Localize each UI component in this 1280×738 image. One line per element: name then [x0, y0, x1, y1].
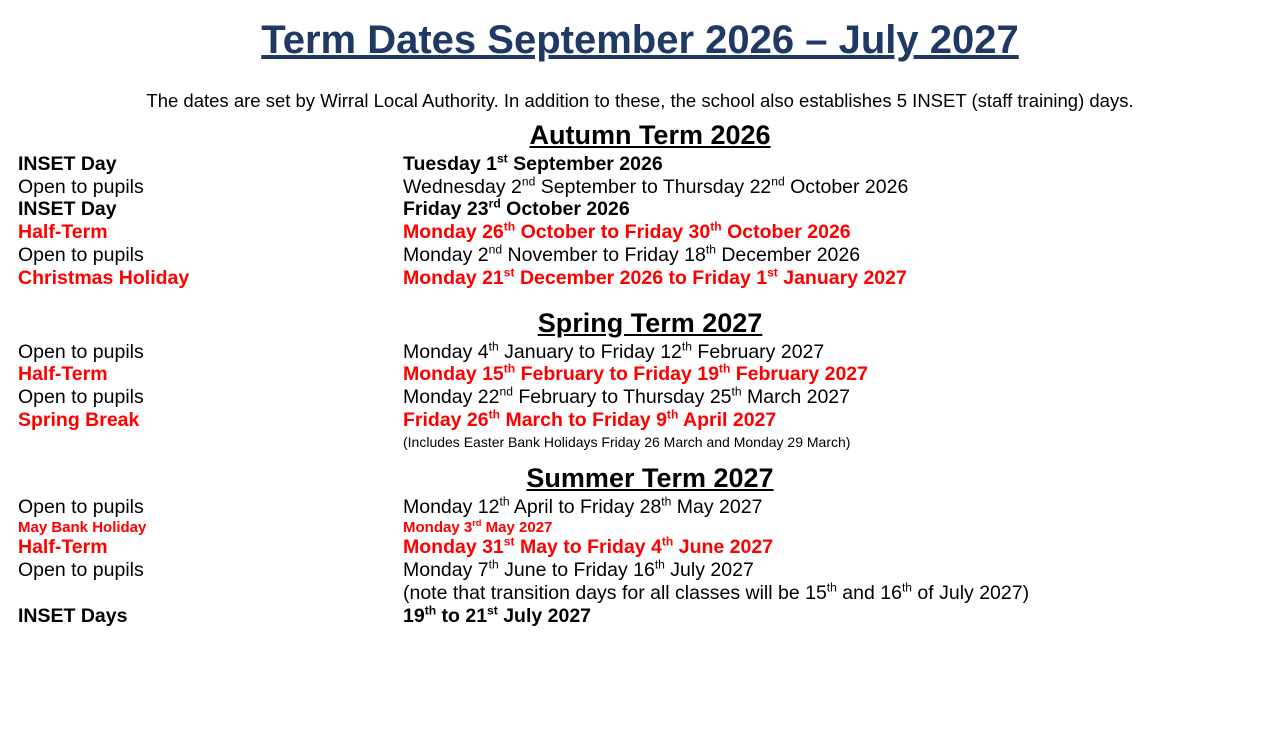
table-row	[0, 409, 1280, 432]
term-rows-summer	[0, 496, 1280, 628]
page-title: Term Dates September 2026 – July 2027	[261, 18, 1019, 62]
row-value: Tuesday 1st September 2026	[403, 151, 663, 175]
subtitle-text: The dates are set by Wirral Local Authority. In addition to these, the school also establishes 5 INSET (staff training) days.	[146, 89, 1134, 111]
row-value: Friday 26th March to Friday 9th April 2027	[403, 407, 777, 432]
row-label: Half-Term	[18, 363, 108, 386]
term-rows-autumn	[0, 153, 1280, 290]
row-label: Open to pupils	[18, 244, 144, 267]
row-value: Monday 3rd May 2027	[403, 517, 553, 536]
row-value: Monday 4th January to Friday 12th February 2027	[403, 339, 825, 363]
table-row	[0, 363, 1280, 386]
row-value: Monday 12th April to Friday 28th May 2027	[403, 494, 763, 518]
row-value: Monday 7th June to Friday 16th July 2027	[403, 557, 754, 581]
row-label: Open to pupils	[18, 175, 144, 198]
table-row	[0, 341, 1280, 364]
table-row	[0, 496, 1280, 519]
row-label: Half-Term	[18, 536, 108, 559]
row-value: Monday 21st December 2026 to Friday 1st January 2027	[403, 265, 907, 289]
table-row	[0, 198, 1280, 221]
row-label: Spring Break	[18, 409, 140, 432]
row-value: Wednesday 2nd September to Thursday 22nd October 2026	[403, 174, 909, 198]
row-value: Monday 26th October to Friday 30th October 2026	[403, 219, 851, 244]
table-row	[0, 267, 1280, 290]
row-label: Open to pupils	[18, 386, 144, 409]
row-label: INSET Days	[18, 604, 128, 627]
table-row	[0, 221, 1280, 244]
row-value: Monday 15th February to Friday 19th February 2027	[403, 361, 868, 386]
term-heading-autumn: Autumn Term 2026	[529, 119, 771, 150]
easter-bank-holiday-note: (Includes Easter Bank Holidays Friday 26 March and Monday 29 March)	[403, 433, 851, 450]
row-value: 19th to 21st July 2027	[403, 603, 592, 627]
transition-days-note: (note that transition days for all classes will be 15th and 16th of July 2027)	[403, 580, 1030, 604]
row-label: Half-Term	[18, 221, 108, 244]
table-row	[0, 605, 1280, 628]
table-row	[0, 386, 1280, 409]
row-label: May Bank Holiday	[18, 518, 147, 536]
row-label: Open to pupils	[18, 340, 144, 363]
table-row	[0, 244, 1280, 267]
row-label: INSET Day	[18, 198, 117, 221]
row-label: INSET Day	[18, 152, 117, 175]
table-row	[0, 153, 1280, 176]
row-label: Open to pupils	[18, 495, 144, 518]
term-heading-spring: Spring Term 2027	[537, 307, 763, 338]
row-value: Monday 2nd November to Friday 18th December 2026	[403, 242, 861, 267]
table-row	[0, 176, 1280, 199]
row-label: Christmas Holiday	[18, 266, 190, 289]
row-value: Friday 23rd October 2026	[403, 196, 630, 221]
row-value: Monday 31st May to Friday 4th June 2027	[403, 534, 774, 559]
term-rows-spring	[0, 341, 1280, 451]
term-dates-document	[0, 18, 1280, 738]
table-row	[0, 559, 1280, 582]
term-heading-summer: Summer Term 2027	[526, 462, 774, 493]
row-value: Monday 22nd February to Thursday 25th March 2027	[403, 384, 850, 409]
table-row	[0, 519, 1280, 537]
row-label: Open to pupils	[18, 558, 144, 581]
table-row	[0, 536, 1280, 559]
